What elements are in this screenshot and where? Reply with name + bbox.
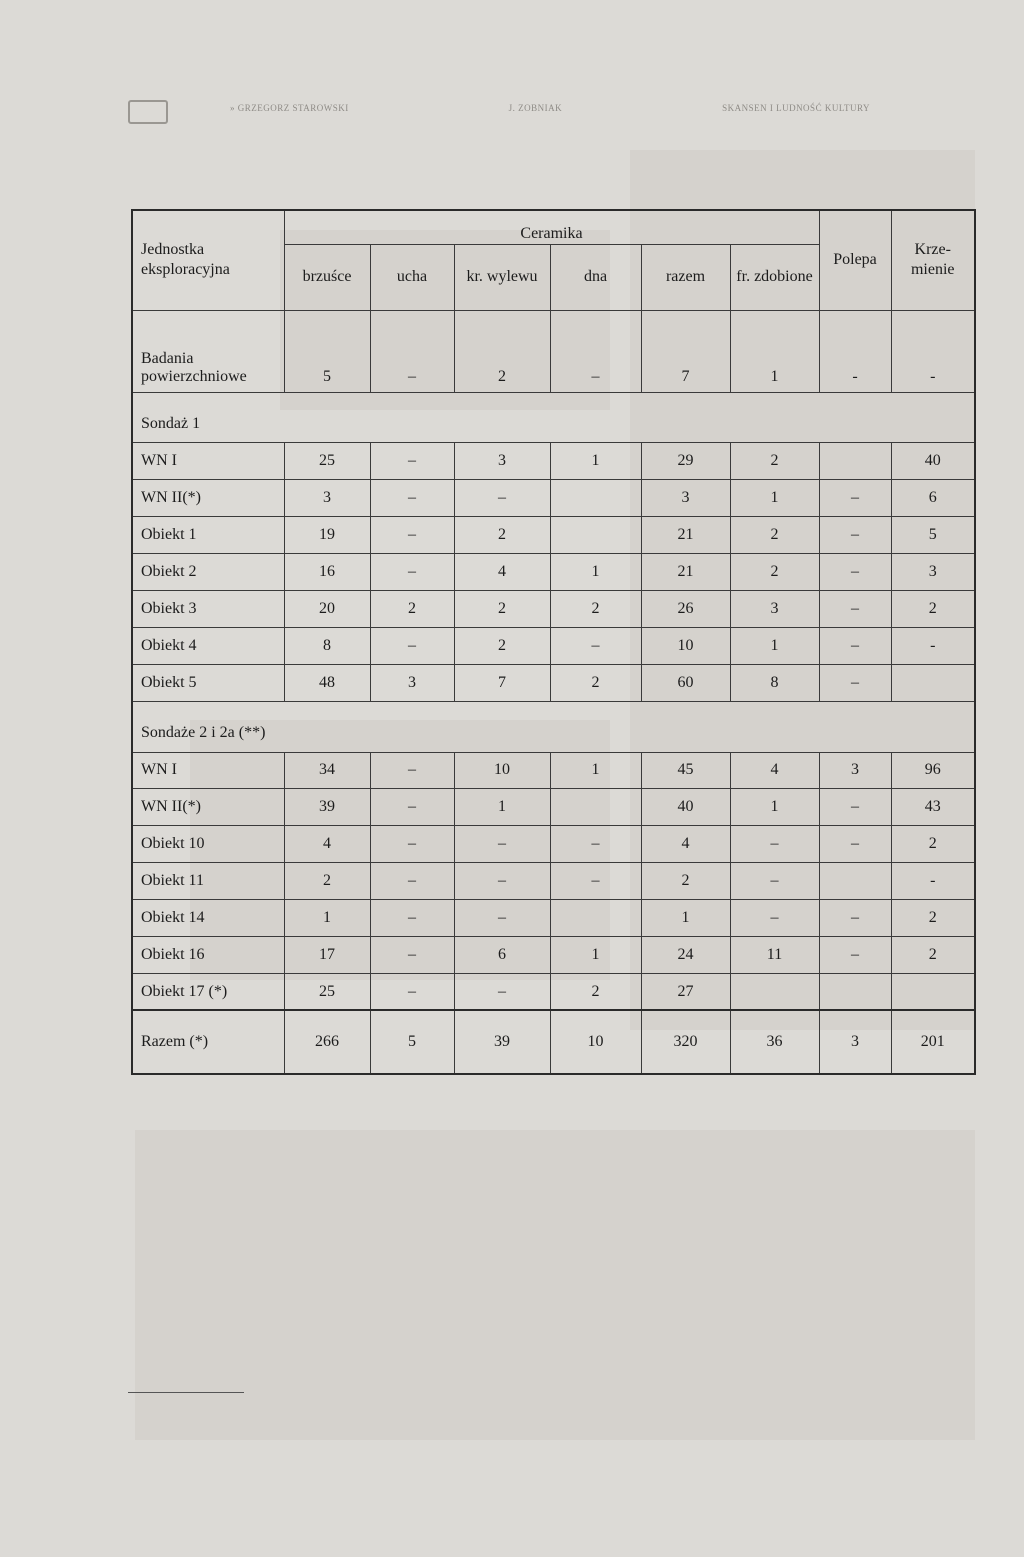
table-cell: 2	[550, 664, 641, 701]
table-cell: 8	[284, 628, 370, 665]
table-cell: –	[550, 863, 641, 900]
table-cell: 4	[641, 826, 730, 863]
table-row	[132, 664, 975, 701]
table-cell: -	[891, 863, 975, 900]
table-cell: 3	[641, 480, 730, 517]
column-header-razem: razem	[641, 244, 730, 310]
table-cell: 7	[454, 664, 550, 701]
table-cell: 45	[641, 752, 730, 789]
total-row	[132, 1010, 975, 1074]
table-cell: –	[550, 310, 641, 392]
table-cell: –	[370, 863, 454, 900]
table-cell: 320	[641, 1010, 730, 1074]
section-title: Sondaż 1	[132, 392, 975, 443]
table-cell: 2	[454, 591, 550, 628]
column-header-brzusce: brzuśce	[284, 244, 370, 310]
table-cell: 2	[730, 517, 819, 554]
column-header-dna: dna	[550, 244, 641, 310]
table-cell: –	[730, 863, 819, 900]
table-cell: 25	[284, 974, 370, 1011]
table-cell: –	[819, 591, 891, 628]
table-cell: 4	[284, 826, 370, 863]
table-cell: 26	[641, 591, 730, 628]
table-cell: –	[454, 900, 550, 937]
table-cell: 11	[730, 937, 819, 974]
table-row	[132, 480, 975, 517]
table-cell: –	[454, 974, 550, 1011]
table-cell: –	[370, 443, 454, 480]
section-row	[132, 392, 975, 443]
table-cell: 1	[730, 789, 819, 826]
table-cell: –	[454, 480, 550, 517]
table-cell: 1	[641, 900, 730, 937]
row-label: Obiekt 5	[132, 664, 284, 701]
table-cell	[730, 974, 819, 1011]
column-header-polepa: Polepa	[819, 210, 891, 310]
table-cell: 21	[641, 554, 730, 591]
table-cell: –	[819, 937, 891, 974]
table-cell: –	[730, 900, 819, 937]
table-cell: 34	[284, 752, 370, 789]
table-cell: 2	[730, 554, 819, 591]
table-cell: 2	[641, 863, 730, 900]
table-row	[132, 826, 975, 863]
table-row	[132, 900, 975, 937]
table-cell: –	[370, 974, 454, 1011]
table-cell: –	[370, 752, 454, 789]
table-row	[132, 937, 975, 974]
row-label: Obiekt 3	[132, 591, 284, 628]
table-cell: 5	[284, 310, 370, 392]
ceramics-group-header: Ceramika	[284, 210, 819, 244]
table-cell	[550, 900, 641, 937]
table-cell: 3	[370, 664, 454, 701]
table-cell: 2	[891, 937, 975, 974]
table-cell: –	[370, 789, 454, 826]
table-cell: –	[819, 789, 891, 826]
table-cell: 60	[641, 664, 730, 701]
table-cell: 27	[641, 974, 730, 1011]
table-body	[132, 310, 975, 1074]
table-cell: 6	[891, 480, 975, 517]
footnote-rule	[128, 1392, 244, 1393]
table-cell	[819, 863, 891, 900]
table-cell	[550, 517, 641, 554]
row-label: Obiekt 4	[132, 628, 284, 665]
table-cell: –	[454, 826, 550, 863]
table-cell: 24	[641, 937, 730, 974]
table-cell	[819, 443, 891, 480]
table-cell: 17	[284, 937, 370, 974]
table-cell: 39	[284, 789, 370, 826]
table-cell: -	[891, 628, 975, 665]
table-cell: 266	[284, 1010, 370, 1074]
row-label: Badania powierzchniowe	[132, 310, 284, 392]
row-label: Obiekt 10	[132, 826, 284, 863]
row-label: WN II(*)	[132, 789, 284, 826]
table-cell: –	[819, 664, 891, 701]
table-cell: –	[370, 310, 454, 392]
table-cell: 2	[730, 443, 819, 480]
column-header-krzemienie: Krze- mienie	[891, 210, 975, 310]
table-row	[132, 628, 975, 665]
table-cell: –	[370, 480, 454, 517]
table-cell: 3	[284, 480, 370, 517]
table-cell: 25	[284, 443, 370, 480]
table-cell: –	[370, 900, 454, 937]
table-cell: 1	[550, 937, 641, 974]
table-cell: 29	[641, 443, 730, 480]
table-cell: 19	[284, 517, 370, 554]
table-cell	[550, 789, 641, 826]
table-cell	[550, 480, 641, 517]
table-cell: –	[550, 628, 641, 665]
lead-row	[132, 310, 975, 392]
table-cell: 5	[370, 1010, 454, 1074]
table-cell: –	[819, 826, 891, 863]
table-cell: 3	[819, 752, 891, 789]
table-row	[132, 554, 975, 591]
table-cell: 10	[550, 1010, 641, 1074]
row-label: Obiekt 14	[132, 900, 284, 937]
table-cell: –	[730, 826, 819, 863]
row-label: Razem (*)	[132, 1010, 284, 1074]
table-cell: –	[370, 517, 454, 554]
row-label: Obiekt 1	[132, 517, 284, 554]
table-cell: 2	[550, 591, 641, 628]
show-through-text-block	[135, 1130, 975, 1440]
table-cell: 2	[284, 863, 370, 900]
row-label: WN I	[132, 752, 284, 789]
row-label: Obiekt 16	[132, 937, 284, 974]
table-cell: 4	[730, 752, 819, 789]
table-cell: 40	[891, 443, 975, 480]
table-cell: –	[370, 826, 454, 863]
table-cell: 43	[891, 789, 975, 826]
table-cell: 3	[891, 554, 975, 591]
table-cell: 1	[284, 900, 370, 937]
table-cell: 1	[454, 789, 550, 826]
running-head-right: SKANSEN I LUDNOŚĆ KULTURY	[722, 103, 870, 113]
column-header-ucha: ucha	[370, 244, 454, 310]
table-cell: 5	[891, 517, 975, 554]
table-cell: –	[370, 628, 454, 665]
table-row	[132, 863, 975, 900]
table-cell: 1	[550, 554, 641, 591]
table-header	[132, 210, 975, 310]
table-cell: 1	[730, 310, 819, 392]
table-cell: –	[819, 480, 891, 517]
table-cell: 2	[454, 628, 550, 665]
table-cell: –	[819, 554, 891, 591]
table-cell: –	[550, 826, 641, 863]
table-cell: 48	[284, 664, 370, 701]
table-row	[132, 517, 975, 554]
table-cell: 96	[891, 752, 975, 789]
section-row	[132, 701, 975, 752]
table-row	[132, 752, 975, 789]
table-row	[132, 443, 975, 480]
column-header-kr-wylewu: kr. wylewu	[454, 244, 550, 310]
table-cell: 39	[454, 1010, 550, 1074]
table-cell: 1	[550, 443, 641, 480]
table-cell: 2	[370, 591, 454, 628]
table-cell: 6	[454, 937, 550, 974]
table-cell: -	[819, 310, 891, 392]
table-row	[132, 974, 975, 1011]
table-cell: 16	[284, 554, 370, 591]
row-label: WN II(*)	[132, 480, 284, 517]
table-cell: 2	[550, 974, 641, 1011]
table-cell: –	[819, 900, 891, 937]
table-cell: –	[819, 517, 891, 554]
table-cell: 7	[641, 310, 730, 392]
table-cell: 10	[454, 752, 550, 789]
row-label: WN I	[132, 443, 284, 480]
table-cell: 2	[891, 900, 975, 937]
table-cell: 2	[454, 310, 550, 392]
unit-column-header: Jednostka eksploracyjna	[132, 210, 284, 310]
table-cell: 3	[819, 1010, 891, 1074]
table-cell: 8	[730, 664, 819, 701]
table-cell: 20	[284, 591, 370, 628]
table-cell	[891, 974, 975, 1011]
row-label: Obiekt 2	[132, 554, 284, 591]
table-cell: 3	[730, 591, 819, 628]
table-cell: 10	[641, 628, 730, 665]
table-cell: 4	[454, 554, 550, 591]
table-cell: 1	[730, 480, 819, 517]
row-label: Obiekt 17 (*)	[132, 974, 284, 1011]
table-cell: 3	[454, 443, 550, 480]
table-row	[132, 591, 975, 628]
running-head-center: J. ZOBNIAK	[508, 103, 563, 113]
table-cell: –	[370, 937, 454, 974]
table-cell	[891, 664, 975, 701]
section-title: Sondaże 2 i 2a (**)	[132, 701, 975, 752]
table-cell: 2	[891, 826, 975, 863]
table-cell: 21	[641, 517, 730, 554]
table-cell: 1	[730, 628, 819, 665]
table-cell: 36	[730, 1010, 819, 1074]
table-cell: 201	[891, 1010, 975, 1074]
findings-table	[131, 209, 976, 1075]
row-label: Obiekt 11	[132, 863, 284, 900]
table-cell: 2	[891, 591, 975, 628]
column-header-fr-zdobione: fr. zdobione	[730, 244, 819, 310]
table-cell: 2	[454, 517, 550, 554]
table-row	[132, 789, 975, 826]
table-cell: -	[891, 310, 975, 392]
table-cell	[819, 974, 891, 1011]
table-cell: 40	[641, 789, 730, 826]
table-cell: 1	[550, 752, 641, 789]
table-cell: –	[454, 863, 550, 900]
table-cell: –	[370, 554, 454, 591]
table-cell: –	[819, 628, 891, 665]
running-head-left: » GRZEGORZ STAROWSKI	[230, 103, 349, 113]
running-head	[130, 103, 870, 113]
